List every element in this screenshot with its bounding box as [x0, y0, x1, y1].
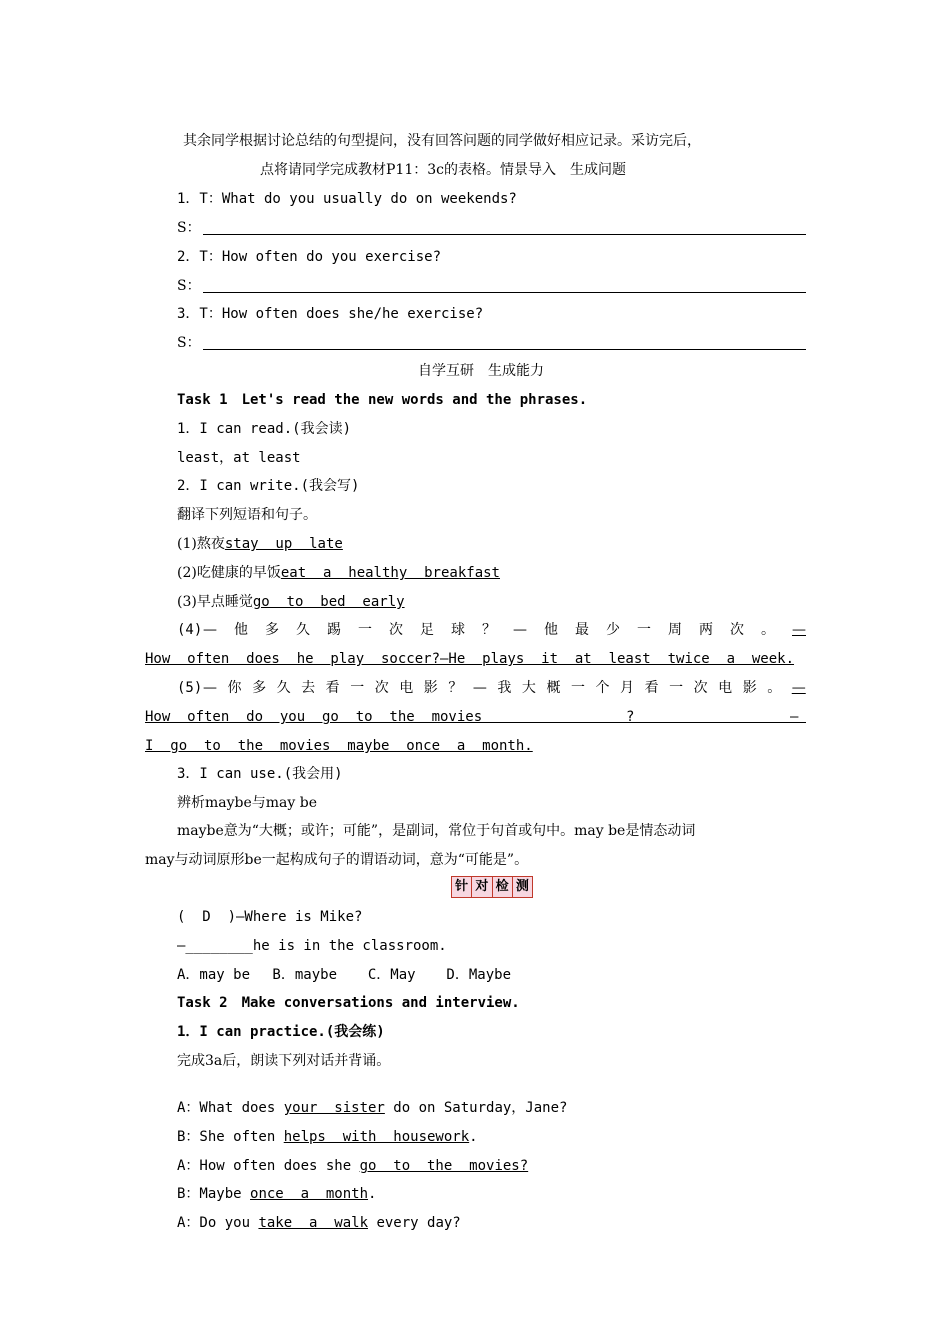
item-5-label: (5)	[177, 680, 203, 696]
sentence-char: 少	[606, 622, 620, 638]
sentence-char: —	[513, 622, 527, 638]
sentence-char: 一	[570, 680, 585, 696]
item-5-chinese	[203, 679, 806, 697]
check-answer-line: —________he is in the classroom.	[177, 938, 447, 954]
sentence-char: 他	[544, 622, 558, 638]
dialogue-text: .	[469, 1129, 478, 1145]
sentence-char: 他	[234, 622, 248, 638]
sentence-char: 你	[227, 680, 242, 696]
item-4-label: (4)	[177, 622, 203, 638]
item-4-answer: How often does he play soccer?—He plays it at least twice a week.	[145, 651, 795, 667]
sentence-char: ？	[482, 622, 496, 638]
check-options: A．may be B．maybe C．May D．Maybe	[177, 967, 512, 983]
practice-instruction: 完成3a后，朗读下列对话并背诵。	[177, 1053, 391, 1069]
intro-line-1: 其余同学根据讨论总结的句型提问，没有回答问题的同学做好相应记录。采访完后，	[183, 133, 701, 149]
write-instruction: 翻译下列短语和句子。	[177, 507, 317, 523]
item-5-underline	[480, 722, 806, 723]
sentence-char: 影	[742, 680, 757, 696]
sentence-char: 去	[301, 680, 316, 696]
sentence-char: —	[792, 622, 806, 638]
use-explanation-2: may与动词原形be一起构成句子的谓语动词，意为“可能是”。	[145, 852, 529, 868]
write-heading: 2．I can write.(我会写)	[177, 478, 360, 494]
sentence-char: 最	[575, 622, 589, 638]
item-5-answer-b: I go to the movies maybe once a month.	[145, 738, 533, 754]
item-1-answer: stay up late	[224, 536, 343, 552]
sentence-char: 我	[497, 680, 512, 696]
item-5-answer-a: How often do you go to the movies	[145, 709, 483, 725]
sentence-char: 久	[276, 680, 291, 696]
dialogue-text: every day?	[368, 1215, 461, 1231]
sentence-char: 。	[767, 680, 782, 696]
stamp-char: 测	[515, 879, 529, 894]
practice-heading: 1．I can practice.(我会练)	[177, 1024, 385, 1040]
sentence-char: 多	[252, 680, 267, 696]
question-3: 3．T：How often does she/he exercise?	[177, 306, 484, 322]
item-3-answer: go to bed early	[252, 594, 405, 610]
sentence-char: 一	[350, 680, 365, 696]
dialogue-answer: helps with housework	[283, 1129, 470, 1145]
check-stamp	[451, 876, 533, 898]
dialogue-text: B：She often	[177, 1129, 284, 1145]
sentence-char: —	[472, 680, 487, 696]
item-5-qmark: ?	[626, 709, 635, 725]
answer-blank-3[interactable]	[203, 349, 806, 350]
sentence-char: 个	[595, 680, 610, 696]
sentence-char: —	[203, 680, 217, 696]
translation-item-1	[177, 535, 343, 553]
sentence-char: 影	[423, 680, 438, 696]
intro-line-2: 点将请同学完成教材P11：3c的表格。情景导入 生成问题	[260, 162, 626, 178]
item-1-prompt: (1)熬夜	[177, 536, 225, 552]
answer-label-2: S：	[177, 278, 201, 294]
question-1: 1．T：What do you usually do on weekends?	[177, 191, 517, 207]
sentence-char: 次	[374, 680, 389, 696]
sentence-char: 球	[451, 622, 465, 638]
read-heading: 1．I can read.(我会读)	[177, 421, 352, 437]
read-words: least，at least	[177, 450, 301, 466]
item-5-dash: —	[790, 709, 799, 725]
sentence-char: 多	[265, 622, 279, 638]
answer-blank-1[interactable]	[203, 234, 806, 235]
question-2: 2．T：How often do you exercise?	[177, 249, 442, 265]
sentence-char: —	[203, 622, 217, 638]
dialogue-answer: once a month	[250, 1186, 369, 1202]
sentence-char: 次	[389, 622, 403, 638]
dialogue-text: A：What does	[177, 1100, 284, 1116]
sentence-char: 次	[730, 622, 744, 638]
sentence-char: 电	[399, 680, 414, 696]
section-title: 自学互研 生成能力	[418, 363, 544, 379]
sentence-char: ？	[448, 680, 463, 696]
stamp-char: 针	[452, 877, 472, 897]
stamp-char: 对	[472, 877, 492, 897]
sentence-char: 周	[668, 622, 682, 638]
sentence-char: 电	[718, 680, 733, 696]
answer-label-1: S：	[177, 220, 201, 236]
use-heading: 3．I can use.(我会用)	[177, 766, 343, 782]
sentence-char: 看	[325, 680, 340, 696]
sentence-char: 一	[637, 622, 651, 638]
item-4-chinese	[203, 621, 806, 639]
sentence-char: 足	[420, 622, 434, 638]
sentence-char: 大	[521, 680, 536, 696]
sentence-char: 看	[644, 680, 659, 696]
dialogue-text: A：How often does she	[177, 1158, 360, 1174]
item-2-prompt: (2)吃健康的早饭	[177, 565, 281, 581]
dialogue-answer: take a walk	[258, 1215, 369, 1231]
use-explanation-1: maybe意为“大概；或许；可能”，是副词，常位于句首或句中。may be是情态动词	[177, 823, 696, 839]
sentence-char: 次	[693, 680, 708, 696]
dialogue-answer: your sister	[283, 1100, 385, 1116]
use-title: 辨析maybe与may be	[177, 795, 318, 811]
sentence-char: 久	[296, 622, 310, 638]
answer-label-3: S：	[177, 335, 201, 351]
dialogue-text: do on Saturday，Jane?	[384, 1100, 568, 1116]
dialogue-line-5	[177, 1196, 461, 1232]
stamp-char: 检	[493, 877, 513, 897]
sentence-char: 两	[699, 622, 713, 638]
task1-title: Task 1 Let's read the new words and the phrases.	[177, 392, 588, 408]
item-2-answer: eat a healthy breakfast	[280, 565, 500, 581]
dialogue-text: .	[368, 1186, 377, 1202]
sentence-char: 一	[358, 622, 372, 638]
dialogue-text: B：Maybe	[177, 1186, 251, 1202]
sentence-char: —	[791, 680, 806, 696]
dialogue-answer: go to the movies?	[359, 1158, 529, 1174]
answer-blank-2[interactable]	[203, 292, 806, 293]
sentence-char: 一	[669, 680, 684, 696]
translation-item-2	[177, 564, 500, 582]
item-3-prompt: (3)早点睡觉	[177, 594, 253, 610]
sentence-char: 概	[546, 680, 561, 696]
dialogue-text: A：Do you	[177, 1215, 259, 1231]
sentence-char: 。	[761, 622, 775, 638]
check-question: ( D )—Where is Mike?	[177, 909, 363, 925]
translation-item-3	[177, 593, 405, 611]
sentence-char: 踢	[327, 622, 341, 638]
task2-title: Task 2 Make conversations and interview.	[177, 995, 520, 1011]
sentence-char: 月	[620, 680, 635, 696]
